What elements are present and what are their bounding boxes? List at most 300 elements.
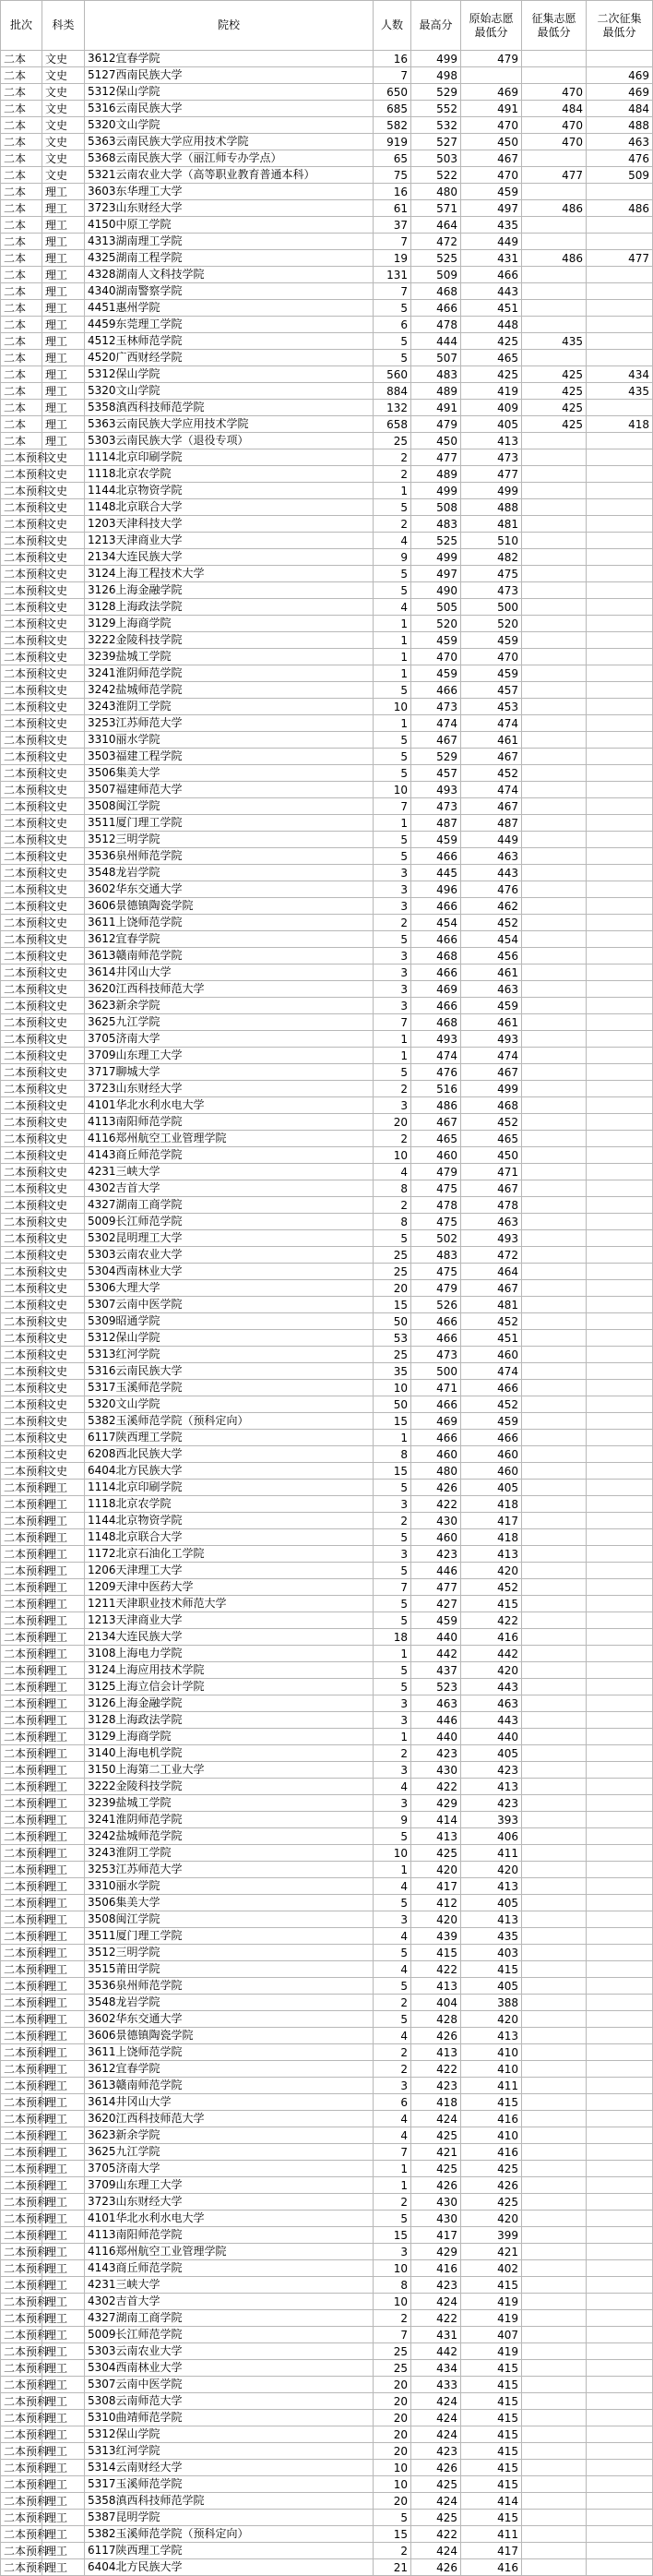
count-cell: 3 <box>374 2244 411 2260</box>
collect-min-score-cell <box>522 2111 587 2127</box>
school-name: 3253江苏师范大学 <box>88 716 183 729</box>
count-cell: 10 <box>374 1845 411 1862</box>
max-score-cell: 420 <box>411 1862 461 1878</box>
second-collect-min-score-cell <box>587 516 653 533</box>
count-cell: 25 <box>374 1247 411 1264</box>
school-cell <box>85 2460 374 2476</box>
count-cell: 685 <box>374 101 411 117</box>
collect-min-score-cell <box>522 1496 587 1513</box>
original-min-score-cell: 415 <box>461 2360 522 2377</box>
school-name: 3602华东交通大学 <box>88 2012 183 2025</box>
batch-cell: 二本预科 <box>0 1081 42 1097</box>
collect-min-score-cell <box>522 150 587 167</box>
second-collect-min-score-cell <box>587 1230 653 1247</box>
table-row <box>0 965 653 981</box>
original-min-score-cell: 448 <box>461 317 522 333</box>
second-collect-min-score-cell <box>587 1280 653 1297</box>
second-collect-min-score-cell: 434 <box>587 366 653 383</box>
batch-cell: 二本预科 <box>0 599 42 616</box>
second-collect-min-score-cell <box>587 2028 653 2044</box>
batch-cell: 二本预科 <box>0 1496 42 1513</box>
subject-cell: 文史 <box>42 881 85 898</box>
max-score-cell: 459 <box>411 832 461 848</box>
subject-cell: 文史 <box>42 51 85 67</box>
count-cell: 4 <box>374 1878 411 1895</box>
school-name: 3603东华理工大学 <box>88 185 183 198</box>
collect-min-score-cell: 425 <box>522 416 587 433</box>
max-score-cell: 423 <box>411 2443 461 2460</box>
subject-cell: 理工 <box>42 1762 85 1779</box>
second-collect-min-score-cell <box>587 51 653 67</box>
batch-cell: 二本预科 <box>0 1264 42 1280</box>
second-collect-min-score-cell <box>587 1878 653 1895</box>
subject-cell: 理工 <box>42 1646 85 1662</box>
max-score-cell: 527 <box>411 134 461 150</box>
school-name: 5320文山学院 <box>88 118 160 131</box>
header-second-collect-min-score: 二次征集 最低分 <box>587 0 653 51</box>
count-cell: 7 <box>374 2327 411 2343</box>
original-min-score-cell: 403 <box>461 1945 522 1961</box>
table-row <box>0 2094 653 2111</box>
subject-cell: 理工 <box>42 2443 85 2460</box>
school-cell <box>85 1081 374 1097</box>
collect-min-score-cell <box>522 2360 587 2377</box>
table-row <box>0 2194 653 2211</box>
second-collect-min-score-cell <box>587 1413 653 1430</box>
school-cell <box>85 150 374 167</box>
batch-cell: 二本 <box>0 366 42 383</box>
count-cell: 61 <box>374 200 411 217</box>
original-min-score-cell: 435 <box>461 217 522 234</box>
original-min-score-cell: 413 <box>461 433 522 449</box>
original-min-score-cell: 415 <box>461 2094 522 2111</box>
school-cell <box>85 1928 374 1945</box>
school-name: 3536泉州师范学院 <box>88 1979 183 1992</box>
batch-cell: 二本预科 <box>0 2127 42 2144</box>
batch-cell: 二本预科 <box>0 1978 42 1995</box>
count-cell: 21 <box>374 2559 411 2576</box>
school-name: 3511厦门理工学院 <box>88 816 183 829</box>
original-min-score-cell: 411 <box>461 2526 522 2543</box>
max-score-cell: 425 <box>411 2510 461 2526</box>
batch-cell: 二本预科 <box>0 1164 42 1180</box>
school-name: 5387昆明学院 <box>88 2510 160 2523</box>
header-school: 院校 <box>85 0 374 51</box>
max-score-cell: 466 <box>411 682 461 699</box>
school-cell <box>85 1729 374 1745</box>
collect-min-score-cell <box>522 715 587 732</box>
count-cell: 5 <box>374 1596 411 1612</box>
batch-cell: 二本预科 <box>0 2410 42 2426</box>
count-cell: 4 <box>374 599 411 616</box>
table-row <box>0 699 653 715</box>
school-cell <box>85 2211 374 2227</box>
school-cell <box>85 2526 374 2543</box>
original-min-score-cell: 467 <box>461 150 522 167</box>
count-cell: 8 <box>374 1180 411 1197</box>
table-row <box>0 1928 653 1945</box>
count-cell: 6 <box>374 2094 411 2111</box>
original-min-score-cell: 415 <box>461 2277 522 2294</box>
original-min-score-cell: 415 <box>461 1961 522 1978</box>
max-score-cell: 483 <box>411 1247 461 1264</box>
count-cell: 7 <box>374 234 411 250</box>
subject-cell: 理工 <box>42 2127 85 2144</box>
original-min-score-cell: 420 <box>461 1563 522 1579</box>
table-row <box>0 1579 653 1596</box>
school-name: 3548龙岩学院 <box>88 1995 160 2008</box>
subject-cell: 理工 <box>42 217 85 234</box>
subject-cell: 文史 <box>42 1413 85 1430</box>
batch-cell: 二本预科 <box>0 1280 42 1297</box>
collect-min-score-cell: 486 <box>522 200 587 217</box>
count-cell: 5 <box>374 2510 411 2526</box>
original-min-score-cell: 473 <box>461 449 522 466</box>
school-cell <box>85 1480 374 1496</box>
batch-cell: 二本预科 <box>0 1862 42 1878</box>
original-min-score-cell: 465 <box>461 350 522 366</box>
count-cell: 1 <box>374 1646 411 1662</box>
count-cell: 2 <box>374 449 411 466</box>
batch-cell: 二本 <box>0 250 42 267</box>
max-score-cell: 469 <box>411 1413 461 1430</box>
max-score-cell: 478 <box>411 317 461 333</box>
school-name: 3253江苏师范大学 <box>88 1863 183 1875</box>
school-cell <box>85 2244 374 2260</box>
batch-cell: 二本预科 <box>0 1646 42 1662</box>
count-cell: 7 <box>374 2144 411 2161</box>
collect-min-score-cell <box>522 1945 587 1961</box>
table-row <box>0 549 653 566</box>
original-min-score-cell: 393 <box>461 1812 522 1828</box>
count-cell: 25 <box>374 2360 411 2377</box>
school-name: 4143商丘师范学院 <box>88 1148 183 1161</box>
max-score-cell: 426 <box>411 2028 461 2044</box>
collect-min-score-cell <box>522 1779 587 1795</box>
school-name: 1203天津科技大学 <box>88 517 183 530</box>
collect-min-score-cell <box>522 998 587 1014</box>
batch-cell: 二本预科 <box>0 2493 42 2510</box>
table-row <box>0 599 653 616</box>
school-cell <box>85 1779 374 1795</box>
count-cell: 18 <box>374 1629 411 1646</box>
subject-cell: 理工 <box>42 2111 85 2127</box>
second-collect-min-score-cell: 418 <box>587 416 653 433</box>
school-cell <box>85 898 374 915</box>
second-collect-min-score-cell <box>587 2426 653 2443</box>
school-cell <box>85 1662 374 1679</box>
table-row <box>0 981 653 998</box>
school-cell <box>85 2227 374 2244</box>
count-cell: 3 <box>374 1097 411 1114</box>
subject-cell: 文史 <box>42 117 85 134</box>
school-name: 3128上海政法学院 <box>88 600 183 613</box>
max-score-cell: 424 <box>411 2410 461 2426</box>
original-min-score-cell: 425 <box>461 333 522 350</box>
school-name: 4512玉林师范学院 <box>88 334 183 347</box>
max-score-cell: 493 <box>411 782 461 798</box>
table-row <box>0 2111 653 2127</box>
max-score-cell: 445 <box>411 865 461 881</box>
max-score-cell: 425 <box>411 1845 461 1862</box>
school-name: 5310曲靖师范学院 <box>88 2411 183 2424</box>
second-collect-min-score-cell <box>587 715 653 732</box>
subject-cell: 文史 <box>42 765 85 782</box>
count-cell: 15 <box>374 1297 411 1313</box>
school-cell <box>85 1762 374 1779</box>
max-score-cell: 465 <box>411 1131 461 1147</box>
school-name: 1144北京物资学院 <box>88 484 183 497</box>
school-cell <box>85 1264 374 1280</box>
school-cell <box>85 549 374 566</box>
original-min-score-cell: 388 <box>461 1995 522 2011</box>
subject-cell: 理工 <box>42 2094 85 2111</box>
collect-min-score-cell <box>522 865 587 881</box>
collect-min-score-cell: 470 <box>522 84 587 101</box>
count-cell: 20 <box>374 2377 411 2393</box>
batch-cell: 二本预科 <box>0 1230 42 1247</box>
count-cell: 7 <box>374 1579 411 1596</box>
second-collect-min-score-cell <box>587 1579 653 1596</box>
batch-cell: 二本预科 <box>0 665 42 682</box>
count-cell: 7 <box>374 798 411 815</box>
table-row <box>0 815 653 832</box>
count-cell: 5 <box>374 931 411 948</box>
count-cell: 3 <box>374 1795 411 1812</box>
original-min-score-cell: 500 <box>461 599 522 616</box>
original-min-score-cell: 460 <box>461 1463 522 1480</box>
batch-cell: 二本预科 <box>0 1812 42 1828</box>
batch-cell: 二本预科 <box>0 981 42 998</box>
second-collect-min-score-cell <box>587 350 653 366</box>
collect-min-score-cell <box>522 798 587 815</box>
school-name: 5302昆明理工大学 <box>88 1231 183 1244</box>
header-subject: 科类 <box>42 0 85 51</box>
batch-cell: 二本预科 <box>0 1313 42 1330</box>
collect-min-score-cell <box>522 533 587 549</box>
table-row <box>0 1712 653 1729</box>
subject-cell: 文史 <box>42 815 85 832</box>
collect-min-score-cell <box>522 1347 587 1363</box>
count-cell: 4 <box>374 533 411 549</box>
count-cell: 4 <box>374 2028 411 2044</box>
batch-cell: 二本预科 <box>0 732 42 749</box>
school-cell <box>85 2260 374 2277</box>
count-cell: 2 <box>374 2061 411 2078</box>
collect-min-score-cell <box>522 1612 587 1629</box>
count-cell: 2 <box>374 1197 411 1214</box>
table-row <box>0 2327 653 2343</box>
max-score-cell: 493 <box>411 1031 461 1048</box>
second-collect-min-score-cell <box>587 1712 653 1729</box>
original-min-score-cell: 413 <box>461 1878 522 1895</box>
batch-cell: 二本 <box>0 84 42 101</box>
max-score-cell: 478 <box>411 1197 461 1214</box>
max-score-cell: 480 <box>411 1463 461 1480</box>
batch-cell: 二本预科 <box>0 2327 42 2343</box>
school-cell <box>85 67 374 84</box>
subject-cell: 理工 <box>42 2294 85 2310</box>
second-collect-min-score-cell <box>587 1862 653 1878</box>
table-row <box>0 1430 653 1446</box>
second-collect-min-score-cell <box>587 1911 653 1928</box>
school-cell <box>85 1114 374 1131</box>
table-row <box>0 1230 653 1247</box>
subject-cell: 理工 <box>42 2426 85 2443</box>
table-row <box>0 1513 653 1529</box>
original-min-score-cell: 463 <box>461 981 522 998</box>
table-row <box>0 1363 653 1380</box>
original-min-score-cell: 470 <box>461 649 522 665</box>
batch-cell: 二本预科 <box>0 1446 42 1463</box>
max-score-cell: 529 <box>411 749 461 765</box>
school-name: 1118北京农学院 <box>88 467 172 480</box>
school-name: 4520广西财经学院 <box>88 351 183 364</box>
second-collect-min-score-cell <box>587 2543 653 2559</box>
school-cell <box>85 333 374 350</box>
count-cell: 19 <box>374 250 411 267</box>
school-name: 4231三峡大学 <box>88 1165 160 1178</box>
subject-cell: 理工 <box>42 2227 85 2244</box>
original-min-score-cell: 416 <box>461 1629 522 1646</box>
table-row <box>0 1812 653 1828</box>
batch-cell: 二本 <box>0 383 42 400</box>
collect-min-score-cell <box>522 234 587 250</box>
school-name: 3129上海商学院 <box>88 1730 172 1743</box>
max-score-cell: 474 <box>411 1048 461 1064</box>
batch-cell: 二本预科 <box>0 2078 42 2094</box>
school-cell <box>85 2559 374 2576</box>
original-min-score-cell: 475 <box>461 566 522 582</box>
collect-min-score-cell <box>522 2493 587 2510</box>
collect-min-score-cell <box>522 2161 587 2177</box>
collect-min-score-cell <box>522 267 587 283</box>
count-cell: 1 <box>374 1430 411 1446</box>
table-row <box>0 1347 653 1363</box>
count-cell: 15 <box>374 2227 411 2244</box>
school-cell <box>85 499 374 516</box>
original-min-score-cell: 443 <box>461 1712 522 1729</box>
original-min-score-cell: 460 <box>461 1446 522 1463</box>
table-row <box>0 1131 653 1147</box>
collect-min-score-cell <box>522 649 587 665</box>
collect-min-score-cell <box>522 2277 587 2294</box>
second-collect-min-score-cell <box>587 317 653 333</box>
original-min-score-cell: 415 <box>461 2426 522 2443</box>
original-min-score-cell: 449 <box>461 832 522 848</box>
original-min-score-cell: 459 <box>461 632 522 649</box>
table-row <box>0 416 653 433</box>
school-name: 5312保山学院 <box>88 2427 160 2440</box>
batch-cell: 二本预科 <box>0 582 42 599</box>
collect-min-score-cell <box>522 1513 587 1529</box>
school-cell <box>85 948 374 965</box>
batch-cell: 二本预科 <box>0 1712 42 1729</box>
table-row <box>0 1662 653 1679</box>
table-row <box>0 865 653 881</box>
second-collect-min-score-cell <box>587 2443 653 2460</box>
max-score-cell: 508 <box>411 499 461 516</box>
max-score-cell: 446 <box>411 1563 461 1579</box>
max-score-cell: 467 <box>411 732 461 749</box>
second-collect-min-score-cell <box>587 2526 653 2543</box>
second-collect-min-score-cell: 477 <box>587 250 653 267</box>
school-name: 3512三明学院 <box>88 1946 160 1959</box>
original-min-score-cell: 417 <box>461 1513 522 1529</box>
batch-cell: 二本预科 <box>0 998 42 1014</box>
batch-cell: 二本预科 <box>0 782 42 798</box>
school-cell <box>85 566 374 582</box>
school-name: 5304西南林业大学 <box>88 2361 183 2374</box>
subject-cell: 文史 <box>42 1297 85 1313</box>
max-score-cell: 426 <box>411 2177 461 2194</box>
collect-min-score-cell <box>522 1297 587 1313</box>
original-min-score-cell: 415 <box>461 2393 522 2410</box>
school-cell <box>85 1446 374 1463</box>
original-min-score-cell: 418 <box>461 1496 522 1513</box>
table-row <box>0 51 653 67</box>
second-collect-min-score-cell <box>587 2360 653 2377</box>
collect-min-score-cell <box>522 1430 587 1446</box>
subject-cell: 理工 <box>42 1480 85 1496</box>
second-collect-min-score-cell <box>587 1729 653 1745</box>
second-collect-min-score-cell <box>587 2510 653 2526</box>
batch-cell: 二本预科 <box>0 2510 42 2526</box>
second-collect-min-score-cell <box>587 1513 653 1529</box>
second-collect-min-score-cell <box>587 931 653 948</box>
table-row <box>0 1330 653 1347</box>
table-row <box>0 84 653 101</box>
original-min-score-cell: 420 <box>461 1862 522 1878</box>
batch-cell: 二本预科 <box>0 931 42 948</box>
subject-cell: 文史 <box>42 632 85 649</box>
collect-min-score-cell <box>522 300 587 317</box>
subject-cell: 文史 <box>42 533 85 549</box>
second-collect-min-score-cell <box>587 815 653 832</box>
table-row <box>0 1114 653 1131</box>
second-collect-min-score-cell <box>587 2144 653 2161</box>
original-min-score-cell: 479 <box>461 51 522 67</box>
batch-cell: 二本 <box>0 134 42 150</box>
count-cell: 5 <box>374 499 411 516</box>
batch-cell: 二本预科 <box>0 832 42 848</box>
table-row <box>0 1297 653 1313</box>
table-row <box>0 2343 653 2360</box>
original-min-score-cell: 461 <box>461 1014 522 1031</box>
original-min-score-cell: 411 <box>461 2078 522 2094</box>
school-name: 3717聊城大学 <box>88 1065 160 1078</box>
batch-cell: 二本预科 <box>0 865 42 881</box>
original-min-score-cell: 442 <box>461 1646 522 1662</box>
max-score-cell: 417 <box>411 1878 461 1895</box>
count-cell: 5 <box>374 832 411 848</box>
collect-min-score-cell <box>522 782 587 798</box>
subject-cell: 理工 <box>42 250 85 267</box>
school-name: 2134大连民族大学 <box>88 550 183 563</box>
original-min-score-cell: 449 <box>461 234 522 250</box>
second-collect-min-score-cell <box>587 732 653 749</box>
batch-cell: 二本预科 <box>0 1147 42 1164</box>
subject-cell: 理工 <box>42 2028 85 2044</box>
school-cell <box>85 184 374 200</box>
max-score-cell: 437 <box>411 1662 461 1679</box>
table-row <box>0 383 653 400</box>
subject-cell: 理工 <box>42 1579 85 1596</box>
header-count: 人数 <box>374 0 411 51</box>
collect-min-score-cell <box>522 699 587 715</box>
count-cell: 1 <box>374 649 411 665</box>
batch-cell: 二本预科 <box>0 1928 42 1945</box>
